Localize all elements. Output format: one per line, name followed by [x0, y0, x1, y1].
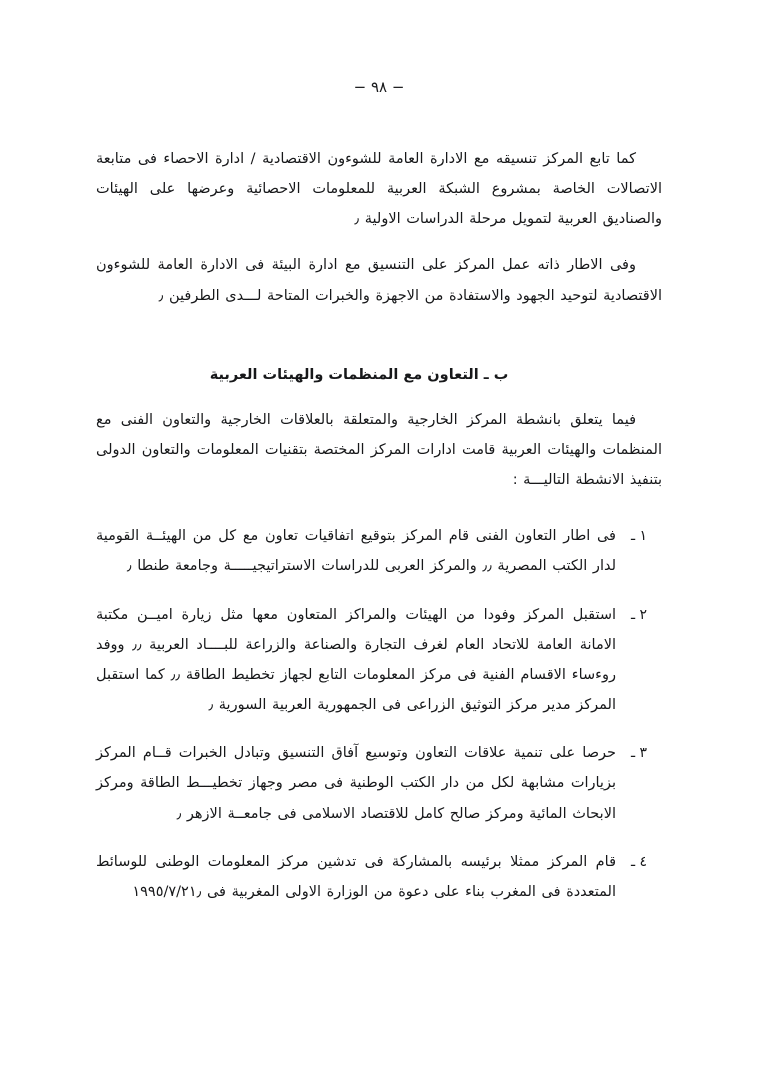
section-heading: ب ـ التعاون مع المنظمات والهيئات العربية	[209, 366, 509, 383]
paragraph-2: وفى الاطار ذاته عمل المركز على التنسيق مع ادارة البيئة فى الادارة العامة للشوءون الاقتصادية لتوحيد الجهود والاستفادة من الاجهزة والخبرات المتاحة لـــدى الطرفين ٫	[96, 257, 662, 304]
section-spacer	[96, 327, 662, 337]
list-item	[96, 738, 662, 828]
list-item	[96, 847, 662, 907]
list-item-marker: ٢ ـ	[630, 606, 648, 623]
section-intro: فيما يتعلق بانشطة المركز الخارجية والمتعلقة بالعلاقات الخارجية والتعاون الفنى مع المنظمات والهيئات العربية قامت ادارات المركز المختصة بتقنيات المعلومات والتعاون الدولى بتنفيذ الانشطة التاليـــة :	[96, 411, 662, 489]
list-item	[96, 521, 662, 581]
list-item	[96, 600, 662, 721]
list-item-text: حرصا على تنمية علاقات التعاون وتوسيع آفاق التنسيق وتبادل الخبرات قــام المركز بزيارات مشابهة لكل من دار الكتب الوطنية فى مصر وجهاز تخطيـــط الطاقة ومركز الابحاث المائية ومركز صالح كامل للاقتصاد الاسلامى فى جامعــة الازهر ٫	[96, 745, 616, 822]
paragraph-1: كما تابع المركز تنسيقه مع الادارة العامة للشوءون الاقتصادية / ادارة الاحصاء فى متابعة الاتصالات الخاصة بمشروع الشبكة العربية للمعلومات الاحصائية وعرضها على الهيئات والصناديق العربية لتمويل مرحلة الدراسات الاولية ٫	[96, 151, 662, 228]
list-item-text: فى اطار التعاون الفنى قام المركز بتوقيع اتفاقيات تعاون مع كل من الهيئــة القومية لدار الكتب المصرية ٫٫ والمركز العربى للدراسات الاستراتيجيـــــة وجامعة طنطا ٫	[96, 528, 616, 575]
numbered-list	[96, 521, 662, 907]
list-item-marker: ٤ ـ	[630, 853, 648, 870]
list-item-text: قام المركز ممثلا برئيسه بالمشاركة فى تدشين مركز المعلومات الوطنى للوسائط المتعددة فى المغرب بناء على دعوة من الوزارة الاولى المغربية فى ١٩٩٥/٧/٢١٫	[96, 853, 616, 900]
list-spacer	[96, 511, 662, 521]
list-item-text: استقبل المركز وفودا من الهيئات والمراكز المتعاون معها مثل زيارة اميــن مكتبة الامانة العامة للاتحاد العام لغرف التجارة والصناعة والزراعة للبــــاد العربية ٫٫ ووفد روءساء الاقسام الفنية فى مركز المعلومات التابع لجهاز تخطيط الطاقة ٫٫ كما استقبل المركز مدير مركز التوثيق الزراعى فى الجمهورية العربية السورية ٫	[96, 606, 617, 714]
list-item-marker: ٣ ـ	[630, 745, 648, 762]
list-item-marker: ١ ـ	[630, 528, 648, 545]
page-number: − ٩٨ −	[353, 78, 405, 96]
